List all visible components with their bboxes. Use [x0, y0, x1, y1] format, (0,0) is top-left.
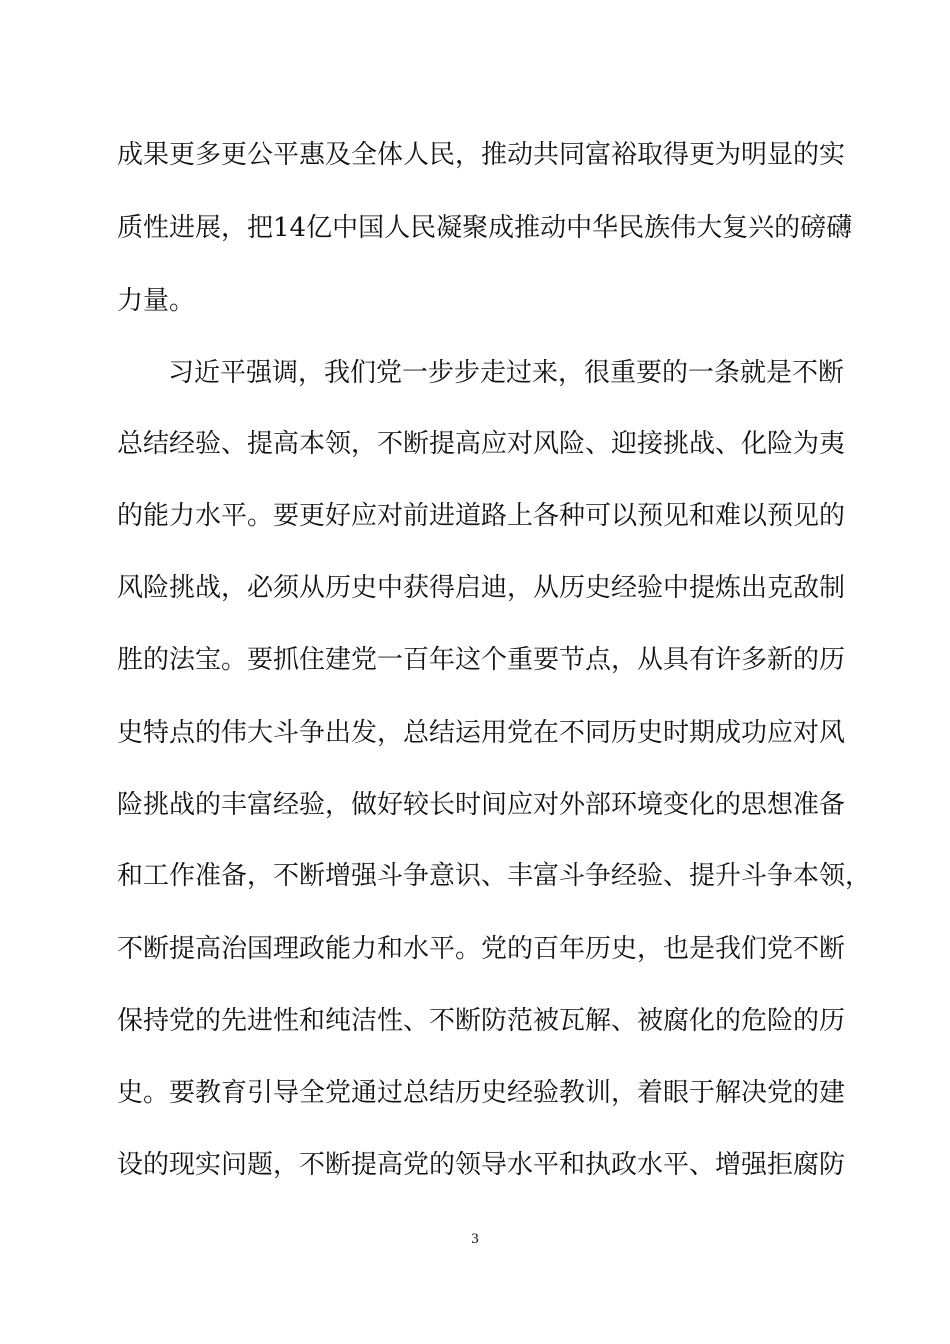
text-line: 险挑战的丰富经验，做好较长时间应对外部环境变化的思想准备	[117, 790, 846, 820]
text-line: 质性进展，把14亿中国人民凝聚成推动中华民族伟大复兴的磅礴	[117, 213, 853, 243]
text-line: 设的现实问题，不断提高党的领导水平和执政水平、增强拒腐防	[117, 1150, 846, 1180]
text-line: 胜的法宝。要抓住建党一百年这个重要节点，从具有许多新的历	[117, 645, 846, 675]
text-line: 不断提高治国理政能力和水平。党的百年历史，也是我们党不断	[117, 934, 846, 964]
text-line: 史。要教育引导全党通过总结历史经验教训，着眼于解决党的建	[117, 1078, 846, 1108]
text-line: 成果更多更公平惠及全体人民，推动共同富裕取得更为明显的实	[117, 140, 846, 170]
text-line: 的能力水平。要更好应对前进道路上各种可以预见和难以预见的	[117, 501, 846, 531]
text-line: 和工作准备，不断增强斗争意识、丰富斗争经验、提升斗争本领，	[117, 861, 872, 891]
text-line: 保持党的先进性和纯洁性、不断防范被瓦解、被腐化的危险的历	[117, 1006, 846, 1036]
text-line: 风险挑战，必须从历史中获得启迪，从历史经验中提炼出克敌制	[117, 573, 846, 603]
paragraph-first-line: 习近平强调，我们党一步步走过来，很重要的一条就是不断	[168, 358, 845, 388]
text-line: 史特点的伟大斗争出发，总结运用党在不同历史时期成功应对风	[117, 718, 846, 748]
text-line: 总结经验、提高本领，不断提高应对风险、迎接挑战、化险为夷	[117, 429, 846, 459]
text-line: 力量。	[117, 286, 196, 316]
page-number: 3	[471, 1231, 479, 1247]
